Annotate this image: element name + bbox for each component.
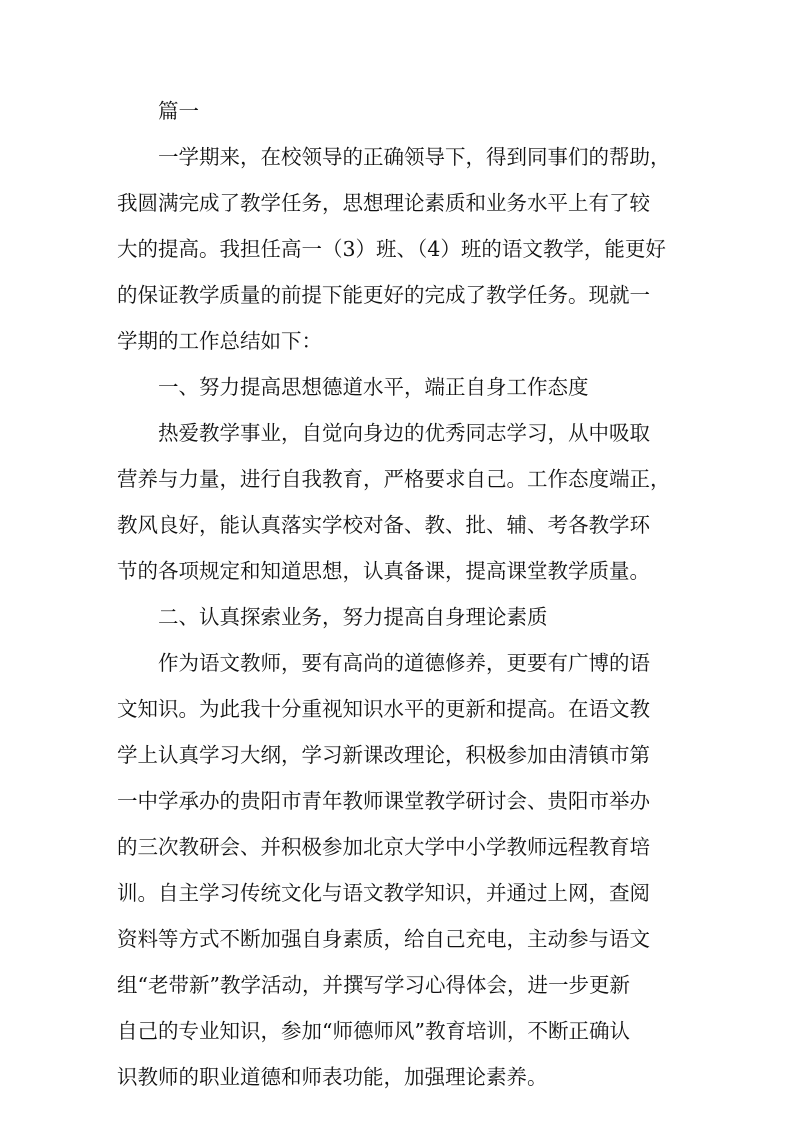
paragraph-line: 组“老带新”教学活动，并撰写学习心得体会，进一步更新 xyxy=(117,973,630,997)
paragraph-line: 节的各项规定和知道思想，认真备课，提高课堂教学质量。 xyxy=(117,559,650,583)
paragraph-line: 大的提高。我担任高一（3）班、（4）班的语文教学，能更好 xyxy=(117,237,666,261)
subheading-one: 一、努力提高思想德道水平，端正自身工作态度 xyxy=(158,375,589,399)
paragraph-line: 学上认真学习大纲，学习新课改理论，积极参加由清镇市第 xyxy=(117,743,650,767)
paragraph-line: 热爱教学事业，自觉向身边的优秀同志学习，从中吸取 xyxy=(158,421,650,445)
paragraph-line: 学期的工作总结如下： xyxy=(117,329,322,353)
document-body xyxy=(117,88,677,1100)
paragraph-line: 作为语文教师，要有高尚的道德修养，更要有广博的语 xyxy=(158,651,650,675)
paragraph-line: 自己的专业知识，参加“师德师风”教育培训，不断正确认 xyxy=(117,1019,630,1043)
paragraph-line: 营养与力量，进行自我教育，严格要求自己。工作态度端正， xyxy=(117,467,671,491)
paragraph-line: 文知识。为此我十分重视知识水平的更新和提高。在语文教 xyxy=(117,697,650,721)
paragraph-line: 资料等方式不断加强自身素质，给自己充电，主动参与语文 xyxy=(117,927,650,951)
paragraph-line: 的保证教学质量的前提下能更好的完成了教学任务。现就一 xyxy=(117,283,650,307)
section-heading: 篇一 xyxy=(158,99,199,123)
paragraph-line: 训。自主学习传统文化与语文教学知识，并通过上网，查阅 xyxy=(117,881,650,905)
paragraph-line: 的三次教研会、并积极参加北京大学中小学教师远程教育培 xyxy=(117,835,650,859)
paragraph-line: 一学期来，在校领导的正确领导下，得到同事们的帮助， xyxy=(158,145,671,169)
paragraph-line: 教风良好，能认真落实学校对备、教、批、辅、考各教学环 xyxy=(117,513,650,537)
paragraph-line: 我圆满完成了教学任务，思想理论素质和业务水平上有了较 xyxy=(117,191,650,215)
subheading-two: 二、认真探索业务，努力提高自身理论素质 xyxy=(158,605,548,629)
paragraph-line: 一中学承办的贵阳市青年教师课堂教学研讨会、贵阳市举办 xyxy=(117,789,650,813)
paragraph-line: 识教师的职业道德和师表功能，加强理论素养。 xyxy=(117,1065,548,1089)
